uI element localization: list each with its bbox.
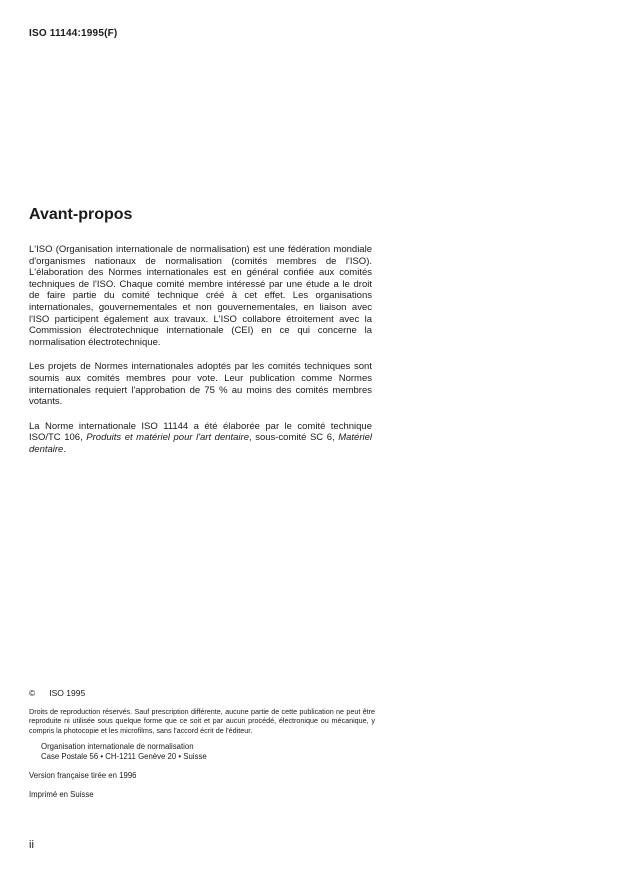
- foreword-paragraph-2: Les projets de Normes internationales adoptés par les comités techniques sont soumis aux comités membres pour vote. Leur publication comme Normes internationales requiert l'approbation de 75 % au moins des comités membres votants.: [29, 361, 372, 408]
- subcommittee-title: Matériel dentaire: [29, 432, 373, 455]
- version-note: Version française tirée en 1996: [29, 771, 137, 781]
- foreword-paragraph-1: L'ISO (Organisation internationale de normalisation) est une fédération mondiale d'organismes nationaux de normalisation (comités membres de l'ISO). L'élaboration des Normes internationales est en général confiée aux comités techniques de l'ISO. Chaque comité membre intéressé par une étude a le droit de faire partie du comité technique créé à cet effet. Les organisations internationales, gouvernementales et non gouvernementales, en liaison avec l'ISO participent également aux travaux. L'ISO collabore étroitement avec la Commission électrotechnique internationale (CEI) en ce qui concerne la normalisation électrotechnique.: [29, 244, 372, 348]
- copyright-symbol: ©: [29, 688, 36, 698]
- publisher-address: [29, 742, 375, 762]
- document-header: ISO 11144:1995(F): [29, 28, 118, 39]
- paragraph-3-middle: , sous-comité SC 6,: [249, 432, 339, 444]
- committee-title: Produits et matériel pour l'art dentaire: [86, 432, 249, 444]
- copyright-owner-year: ISO 1995: [49, 688, 86, 698]
- address-line-1: Organisation internationale de normalisation: [41, 742, 194, 752]
- paragraph-3-end: .: [63, 443, 66, 455]
- foreword-body: [29, 244, 372, 469]
- copyright-line: [29, 689, 375, 699]
- foreword-paragraph-3: [29, 421, 372, 456]
- printed-in: Imprimé en Suisse: [29, 789, 94, 799]
- section-title: Avant-propos: [29, 206, 133, 223]
- copyright-block: [29, 689, 375, 800]
- address-line-2: Case Postale 56 • CH-1211 Genève 20 • Suisse: [41, 752, 207, 762]
- page-number: ii: [29, 839, 34, 851]
- rights-notice: Droits de reproduction réservés. Sauf prescription différente, aucune partie de cette publication ne peut être reproduite ni utilisée sous quelque forme que ce soit et par aucun procédé, électronique ou mécanique, y compris la photocopie et les microfilms, sans l'accord écrit de l'éditeur.: [29, 706, 375, 735]
- paragraph-3-start: La Norme internationale ISO 11144 a été élaborée par le comité technique ISO/TC 106,: [29, 420, 372, 444]
